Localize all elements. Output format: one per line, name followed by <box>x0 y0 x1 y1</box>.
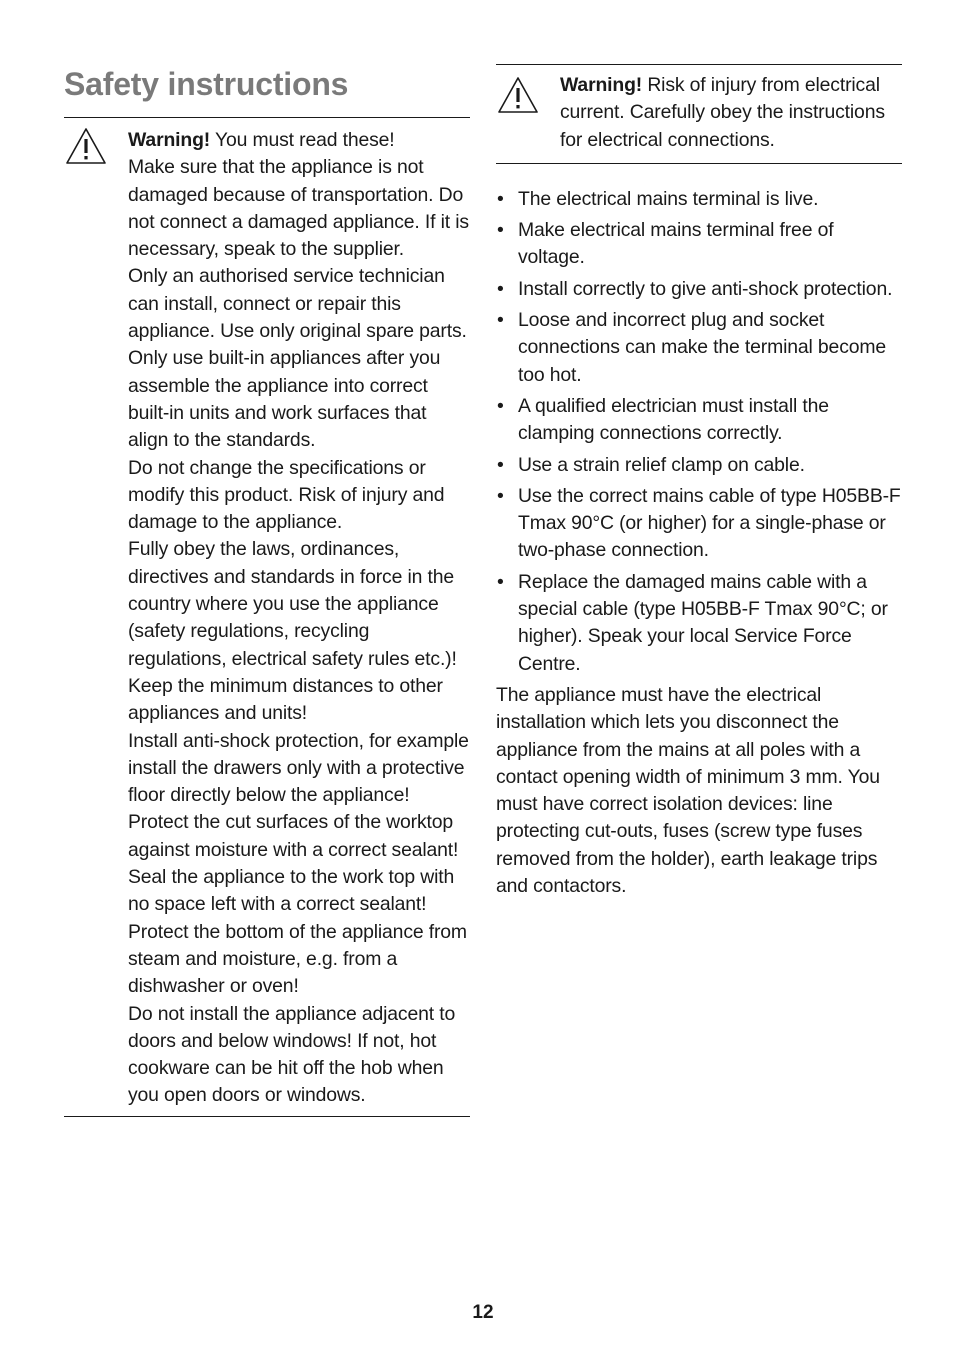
warning-paragraph: Do not change the specifications or modify this product. Risk of injury and damage to the appliance. <box>128 456 445 534</box>
warning-label: Warning! <box>560 74 643 96</box>
list-item <box>496 452 902 479</box>
list-item-text: Use the correct mains cable of type H05BB-F Tmax 90°C (or higher) for a single-phase or two-phase connection. <box>518 484 901 562</box>
warning-paragraph: Keep the minimum distances to other appliances and units! <box>128 674 443 725</box>
warning-paragraph: Protect the cut surfaces of the worktop against moisture with a correct sealant! <box>128 811 459 861</box>
warning-paragraph: Fully obey the laws, ordinances, directives and standards in force in the country where you use the appliance (safety regulations, recycling regulations, electrical safety rules etc.)! <box>128 538 457 670</box>
warning-paragraph: Protect the bottom of the appliance from steam and moisture, e.g. from a dishwasher or oven! <box>128 920 467 998</box>
list-item <box>496 186 902 213</box>
warning-paragraph: Make sure that the appliance is not damaged because of transportation. Do not connect a damaged appliance. If it is necessary, speak to the supplier. <box>128 156 469 261</box>
list-item-text: The electrical mains terminal is live. <box>518 187 819 210</box>
right-column <box>496 64 902 900</box>
list-item-text: Loose and incorrect plug and socket connections can make the terminal become too hot. <box>518 309 887 386</box>
warning-heading-rest: You must read these! <box>210 129 395 151</box>
list-item-text: Use a strain relief clamp on cable. <box>518 453 805 476</box>
bullet-icon: • <box>497 219 504 242</box>
left-column <box>64 62 470 1117</box>
closing-paragraph: The appliance must have the electrical installation which lets you disconnect the appliance from the mains at all poles with a contact opening width of minimum 3 mm. You must have correct isolation devices: line protecting cut-outs, fuses (screw type fuses removed from the holder), earth leakage trips and contactors. <box>496 683 880 898</box>
bullet-icon: • <box>497 309 504 332</box>
warning-paragraph: Seal the appliance to the work top with no space left with a correct sealant! <box>128 866 455 916</box>
electrical-bullet-list <box>496 186 902 678</box>
bullet-icon: • <box>497 570 504 593</box>
warning-heading-rest: Risk of injury from electrical current. Carefully obey the instructions for electrical connections. <box>560 74 885 151</box>
bullet-icon: • <box>497 394 504 417</box>
warning-paragraph: Only an authorised service technician can install, connect or repair this appliance. Use only original spare parts. <box>128 265 467 343</box>
warning-triangle-icon <box>64 126 108 166</box>
list-item-text: Install correctly to give anti-shock protection. <box>518 277 893 300</box>
left-warning-heading <box>128 127 470 154</box>
list-item-text: Replace the damaged mains cable with a special cable (type H05BB-F Tmax 90°C; or higher). Speak your local Service Force Centre. <box>518 570 888 675</box>
bullet-icon: • <box>497 187 504 210</box>
list-item-text: A qualified electrician must install the clamping connections correctly. <box>518 394 829 445</box>
bullet-icon: • <box>497 484 504 507</box>
warning-paragraph: Do not install the appliance adjacent to doors and below windows! If not, hot cookware can be hit off the hob when you open doors or windows. <box>128 1002 456 1107</box>
right-warning-block <box>496 64 902 164</box>
list-item <box>496 393 902 448</box>
list-item-text: Make electrical mains terminal free of voltage. <box>518 219 834 269</box>
list-item <box>496 569 902 678</box>
warning-triangle-icon <box>496 75 540 115</box>
list-item <box>496 483 902 565</box>
list-item <box>496 307 902 389</box>
right-warning-heading <box>560 72 902 154</box>
bullet-icon: • <box>497 453 504 476</box>
warning-paragraph: Only use built-in appliances after you assemble the appliance into correct built-in units and work surfaces that align to the standards. <box>128 347 441 452</box>
list-item <box>496 276 902 303</box>
list-item <box>496 217 902 272</box>
warning-paragraph: Install anti-shock protection, for example install the drawers only with a protective floor directly below the appliance! <box>128 729 469 807</box>
page-number: 12 <box>472 1302 494 1323</box>
right-warning-text <box>560 72 902 154</box>
bullet-icon: • <box>497 277 504 300</box>
warning-label: Warning! <box>128 129 211 151</box>
left-warning-text <box>128 127 470 1110</box>
page-title: Safety instructions <box>64 62 470 118</box>
left-warning-block <box>64 118 470 1117</box>
